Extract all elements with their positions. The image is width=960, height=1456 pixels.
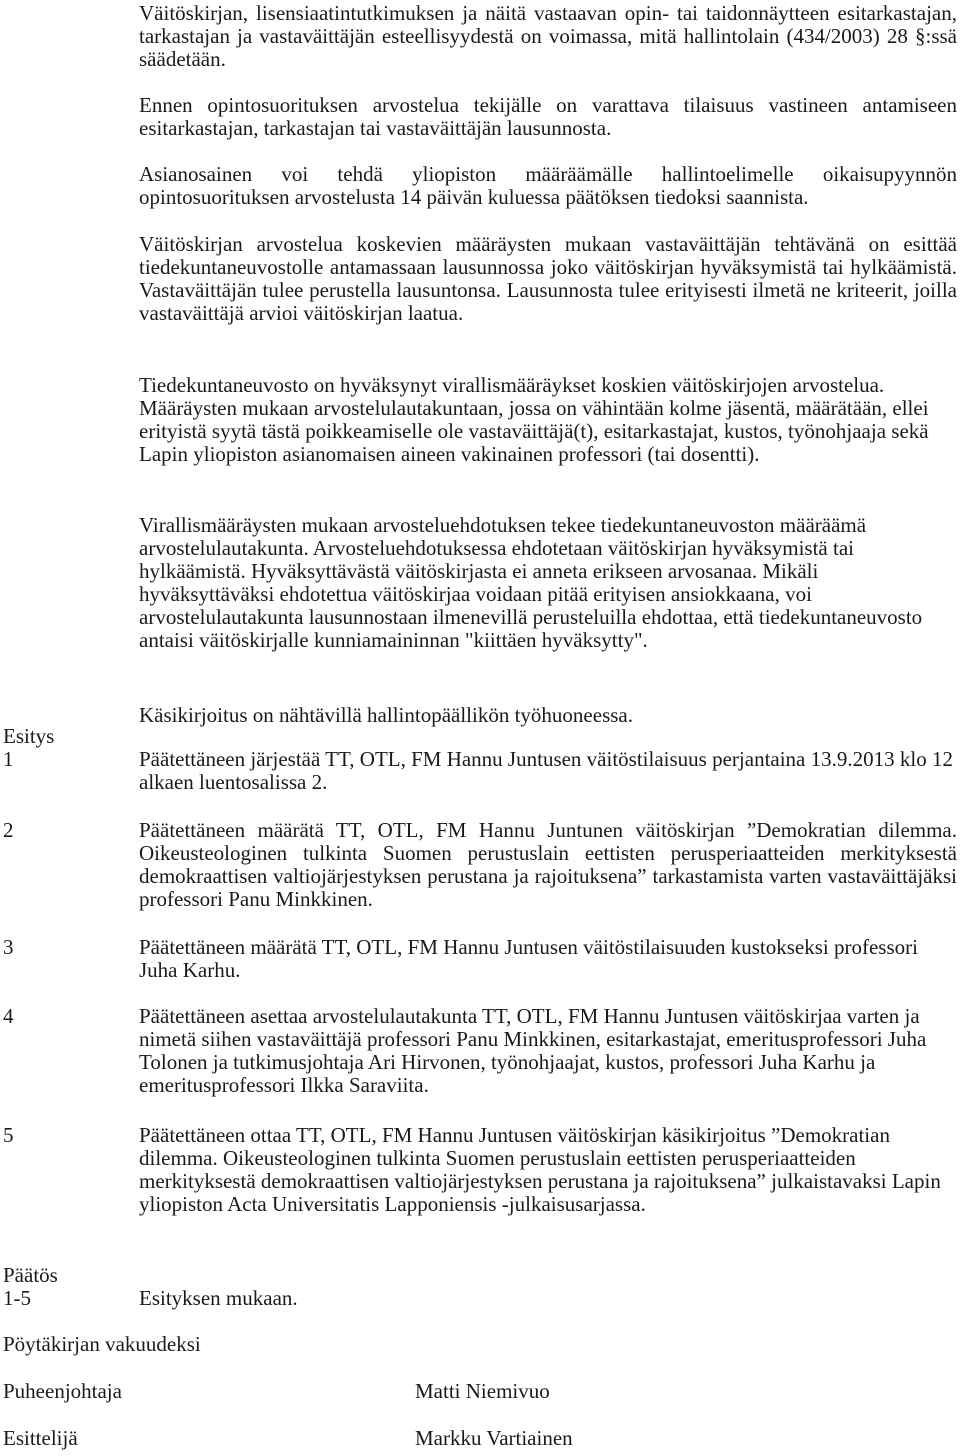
- paatos-text: Esityksen mukaan.: [139, 1286, 298, 1310]
- esitys-item-number: 2: [3, 818, 14, 842]
- paatos-range: 1-5: [3, 1286, 31, 1310]
- paragraph-response-opportunity: Ennen opintosuorituksen arvostelua tekijälle on varattava tilaisuus vastineen antamiseen esitarkastajan, tarkastajan tai vastaväittäjän lausunnosta.: [139, 93, 957, 140]
- esitys-item-number: 5: [3, 1123, 14, 1147]
- esitys-item-number: 3: [3, 935, 14, 959]
- esitys-label: Esitys: [3, 724, 55, 748]
- paragraph-opponent-duty: Väitöskirjan arvostelua koskevien määräysten mukaan vastaväittäjän tehtävänä on esittää tiedekuntaneuvostolle antamassaan lausunnossa joko väitöskirjan hyväksymistä tai hylkäämistä. Vastaväittäjän tulee perustella lausuntonsa. Lausunnosta tulee erityisesti ilmetä ne kriteerit, joilla vastaväittäjä arvioi väitöskirjan laatua.: [139, 232, 957, 325]
- esitys-item-text: Päätettäneen ottaa TT, OTL, FM Hannu Juntusen väitöskirjan käsikirjoitus ”Demokratian dilemma. Oikeusteologinen tulkinta Suomen perustuslain eettisten perusperiaatteiden merkityksestä demokraattisen valtiojärjestyksen perustana ja rajoituksena” julkaistavaksi Lapin yliopiston Acta Universitatis Lapponiensis -julkaisusarjassa.: [139, 1123, 941, 1216]
- esitys-item-number: 4: [3, 1004, 14, 1028]
- paragraph-conflict-of-interest: Väitöskirjan, lisensiaatintutkimuksen ja näitä vastaavan opin- tai taidonnäytteen esitarkastajan, tarkastajan ja vastaväittäjän esteellisyydestä on voimassa, mitä hallintolain (434/2003) 28 §:ssä säädetään.: [139, 1, 957, 71]
- esitys-item-text: Päätettäneen järjestää TT, OTL, FM Hannu Juntusen väitöstilaisuus perjantaina 13.9.2013 klo 12 alkaen luentosalissa 2.: [139, 747, 953, 794]
- esitys-item-text: Päätettäneen määrätä TT, OTL, FM Hannu Juntunen väitöskirjan ”Demokratian dilemma. Oikeusteologinen tulkinta Suomen perustuslain eettisten perusperiaatteiden merkityksestä demokraattisen valtiojärjestyksen perustana ja rajoituksena” tarkastamista varten vastaväittäjäksi professori Panu Minkkinen.: [139, 818, 957, 911]
- paatos-label: Päätös: [3, 1263, 58, 1287]
- chair-role: Puheenjohtaja: [3, 1379, 122, 1403]
- esitys-item-number: 1: [3, 747, 14, 771]
- paragraph-faculty-regulations: Tiedekuntaneuvosto on hyväksynyt virallismääräykset koskien väitöskirjojen arvostelua. Määräysten mukaan arvostelulautakuntaan, jossa on vähintään kolme jäsentä, määrätään, ellei erityistä syytä tästä poikkeamiselle ole vastaväittäjä(t), esitarkastajat, kustos, työnohjaaja sekä Lapin yliopiston asianomaisen aineen vakinainen professori (tai dosentti).: [139, 373, 929, 466]
- presenter-name: Markku Vartiainen: [415, 1426, 573, 1450]
- chair-name: Matti Niemivuo: [415, 1379, 550, 1403]
- presenter-role: Esittelijä: [3, 1426, 78, 1450]
- esitys-item-text: Päätettäneen asettaa arvostelulautakunta TT, OTL, FM Hannu Juntusen väitöskirjaa varten ja nimetä siihen vastaväittäjä professori Panu Minkkinen, esitarkastajat, emeritusprofessori Juha Tolonen ja tutkimusjohtaja Ari Hirvonen, työnohjaajat, kustos, professori Juha Karhu ja emeritusprofessori Ilkka Saraviita.: [139, 1004, 927, 1097]
- paragraph-appeal: Asianosainen voi tehdä yliopiston määräämälle hallintoelimelle oikaisupyynnön opintosuorituksen arvostelusta 14 päivän kuluessa päätöksen tiedoksi saannista.: [139, 162, 957, 209]
- esitys-item-text: Päätettäneen määrätä TT, OTL, FM Hannu Juntusen väitöstilaisuuden kustokseksi professori Juha Karhu.: [139, 935, 918, 982]
- signatures-heading: Pöytäkirjan vakuudeksi: [3, 1332, 201, 1356]
- paragraph-evaluation-proposal: Virallismääräysten mukaan arvosteluehdotuksen tekee tiedekuntaneuvoston määräämä arvostelulautakunta. Arvosteluehdotuksessa ehdotetaan väitöskirjan hyväksymistä tai hylkäämistä. Hyväksyttävästä väitöskirjasta ei anneta erikseen arvosanaa. Mikäli hyväksyttäväksi ehdotettua väitöskirjaa voidaan pitää erityisen ansiokkaana, voi arvostelulautakunta lausunnostaan ilmenevillä perusteluilla ehdottaa, että tiedekuntaneuvosto antaisi väitöskirjalle kunniamaininnan "kiittäen hyväksytty".: [139, 513, 923, 652]
- paragraph-manuscript-location: Käsikirjoitus on nähtävillä hallintopäällikön työhuoneessa.: [139, 703, 633, 727]
